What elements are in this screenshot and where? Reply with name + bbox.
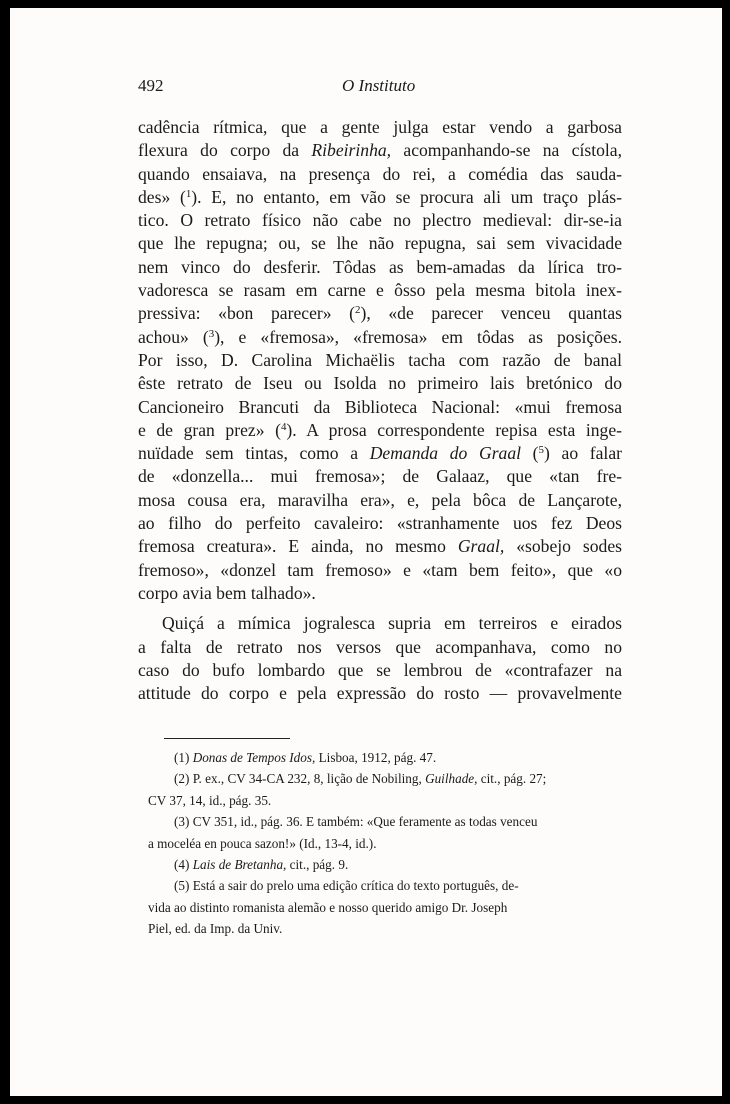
footnote-ref: 4 [280,420,287,433]
body-text [138,116,622,705]
text-line: mosa cousa era, maravilha era», e, pela bôca de Lançarote, [138,489,622,510]
footnote-continuation: Piel, ed. da Imp. da Univ. [148,921,283,937]
footnotes [148,747,622,940]
text-line: quando ensaiava, na presença do rei, a comédia das sauda- [138,163,622,184]
text-line: vadoresca se rasam em carne e ôsso pela mesma bitola inex- [138,280,622,301]
italic-title: Ribeirinha, [311,140,392,161]
footnote-separator [164,738,290,739]
page-number: 492 [138,76,164,95]
footnote-continuation: vida ao distinto romanista alemão e nosso querido amigo Dr. Joseph [148,899,508,915]
text-line: Quiçá a mímica jogralesca supria em terreiros e eirados [162,613,622,634]
text-line: que lhe repugna; ou, se lhe não repugna, sai sem vivacidade [138,233,622,254]
text-line: a falta de retrato nos versos que acompanhava, como no [138,636,622,657]
footnote-ref: 3 [208,327,215,340]
text-line: e de gran prez» ($^4$). A prosa correspondente repisa esta inge- [138,419,622,440]
text-line: fremoso», «donzel tam fremoso» e «tam bem feito», que «o [138,559,622,580]
page-header [138,76,622,100]
italic-title: Graal, [457,536,505,557]
footnote-continuation: CV 37, 14, id., pág. 35. [148,792,272,808]
text-line: Por isso, D. Carolina Michaëlis tacha com razão de banal [138,349,622,370]
footnote-continuation: a moceléa en pouca sazon!» (Id., 13-4, id.). [148,835,377,851]
text-line: des» ($^1$). E, no entanto, em vão se procura ali um traço plás- [138,186,622,207]
text-line: caso do bufo lombardo que se lembrou de «contrafazer na [138,659,622,680]
text-line: nuïdade sem tintas, como a Demanda do Graal ($^5$) ao falar [138,443,622,464]
text-line: Cancioneiro Brancuti da Biblioteca Nacional: «mui fremosa [138,396,622,417]
footnote: (2) P. ex., CV 34-CA 232, 8, lição de Nobiling, Guilhade, cit., pág. 27; [174,771,547,787]
text-line: cadência rítmica, que a gente julga estar vendo a garbosa [138,117,622,137]
running-title: O Instituto [342,76,416,95]
text-line: corpo avia bem talhado». [138,582,316,603]
text-line: de «donzella... mui fremosa»; de Galaaz, que «tan fre- [138,466,622,487]
footnote-ref: 2 [355,304,361,317]
text-line: êste retrato de Iseu ou Isolda no primeiro lais bretónico do [138,373,622,394]
text-line: tico. O retrato físico não cabe no plectro medieval: dir-se-ia [138,210,622,231]
text-line: pressiva: «bon parecer» ($^2$), «de parecer venceu quantas [138,303,622,324]
text-line: attitude do corpo e pela expressão do rosto — provavelmente [138,683,622,704]
footnote-ref: 1 [185,187,192,200]
text-line: flexura do corpo da Ribeirinha, acompanhando-se na cístola, [138,140,623,161]
footnote: (1) Donas de Tempos Idos, Lisboa, 1912, pág. 47. [174,750,437,765]
footnote: (3) CV 351, id., pág. 36. E também: «Que feramente as todas venceu [174,814,538,830]
text-line: nem vinco do desferir. Tôdas as bem-amadas da lírica tro- [138,256,622,277]
footnote: (4) Lais de Bretanha, cit., pág. 9. [174,857,349,873]
text-line: achou» ($^3$), e «fremosa», «fremosa» em tôdas as posições. [138,326,622,347]
footnote: (5) Está a sair do prelo uma edição crítica do texto português, de- [174,878,519,894]
italic-title: Demanda do Graal [369,443,522,464]
text-line: fremosa creatura». E ainda, no mesmo Graal, «sobejo sodes [138,536,622,557]
text-line: ao filho do perfeito cavaleiro: «stranhamente uos fez Deos [138,513,622,534]
footnote-ref: 5 [538,444,544,457]
